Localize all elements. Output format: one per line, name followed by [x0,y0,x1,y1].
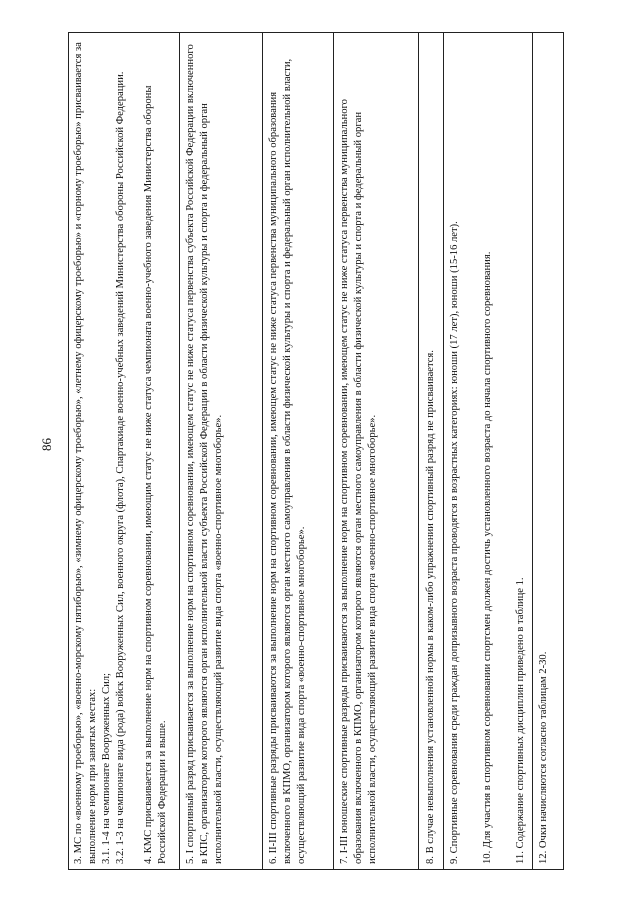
paragraph-9: 9. Спортивные соревнования среди граждан допризывного возраста проводятся в возрастных категориях: юноши (17 лет), юноши (15-16 лет). [449,221,460,864]
row-divider [418,33,419,869]
paragraph-10: 10. Для участия в спортивном соревновании спортсмен должен достичь установленного возраста до начала спортивного соревнования. [482,251,493,864]
paragraph-4: 4. КМС присваивается за выполнение норм на спортивном соревновании, имеющим статус не ниже статуса чемпионата военно-учебного заведения Министерства обороны Российской Федерации и выше. [143,85,168,864]
page-number: 86 [39,438,54,451]
row-divider [333,33,334,869]
paragraph-11: 11. Содержание спортивных дисциплин приведено в таблице 1. [515,577,526,864]
paragraph-3-1: 3.1. 1-4 на чемпионате Вооруженных Сил; [101,673,112,864]
paragraph-5: 5. I спортивный разряд присваивается за выполнение норм на спортивном соревновании, имеющем статус не ниже статуса первенства субъекта Российской Федерации включенного в КПС, организатором которого являются орган исполнительной власти субъекта Российской Федерации в области физической культуры и спорта и федеральный орган исполнительной власти, осуществляющий развитие вида спорта «военно-спортивное многоборье». [185,44,224,864]
paragraph-8: 8. В случае невыполнения установленной нормы в каком-либо упражнении спортивный разряд не присваивается. [425,350,436,864]
row-divider [532,33,533,869]
row-divider [262,33,263,869]
paragraph-12: 12. Очки начисляются согласно таблицам 2-30. [538,651,549,864]
rotated-page-content [68,32,564,870]
paragraph-3-2: 3.2. 1-3 на чемпионате вида (рода) войск Вооруженных Сил, военного округа (флота), Спартакиаде военно-учебных заведений Министерства обороны Российской Федерации. [115,71,126,864]
row-divider [179,33,180,869]
paragraph-3: 3. МС по «военному троеборью», «военно-морскому пятиборью», «зимнему офицерскому троеборью», «летнему офицерскому троеборью» и «горному троеборью» присваивается за выполнение норм при занятых местах: [73,42,98,864]
paragraph-7: 7. I-III юношеские спортивные разряды присваиваются за выполнение норм на спортивном соревновании, имеющем статус не ниже статуса первенства муниципального образования включенного в КПМО, организатором которого являются орган местного самоуправления в области физической культуры и спорта и федеральный орган исполнительной власти, осуществляющий развитие вида спорта «военно-спортивное многоборье». [339,99,378,864]
paragraph-6: 6. II-III спортивные разряды присваиваются за выполнение норм на спортивном соревновании, имеющем статус не ниже статуса первенства муниципального образования включенного в КПМО, организатором которого являются орган местного самоуправления в области физической культуры и спорта и федеральный орган исполнительной власти, осуществляющий развитие вида спорта «военно-спортивное многоборье». [268,58,307,864]
content-table [68,32,564,870]
row-divider [443,33,444,869]
